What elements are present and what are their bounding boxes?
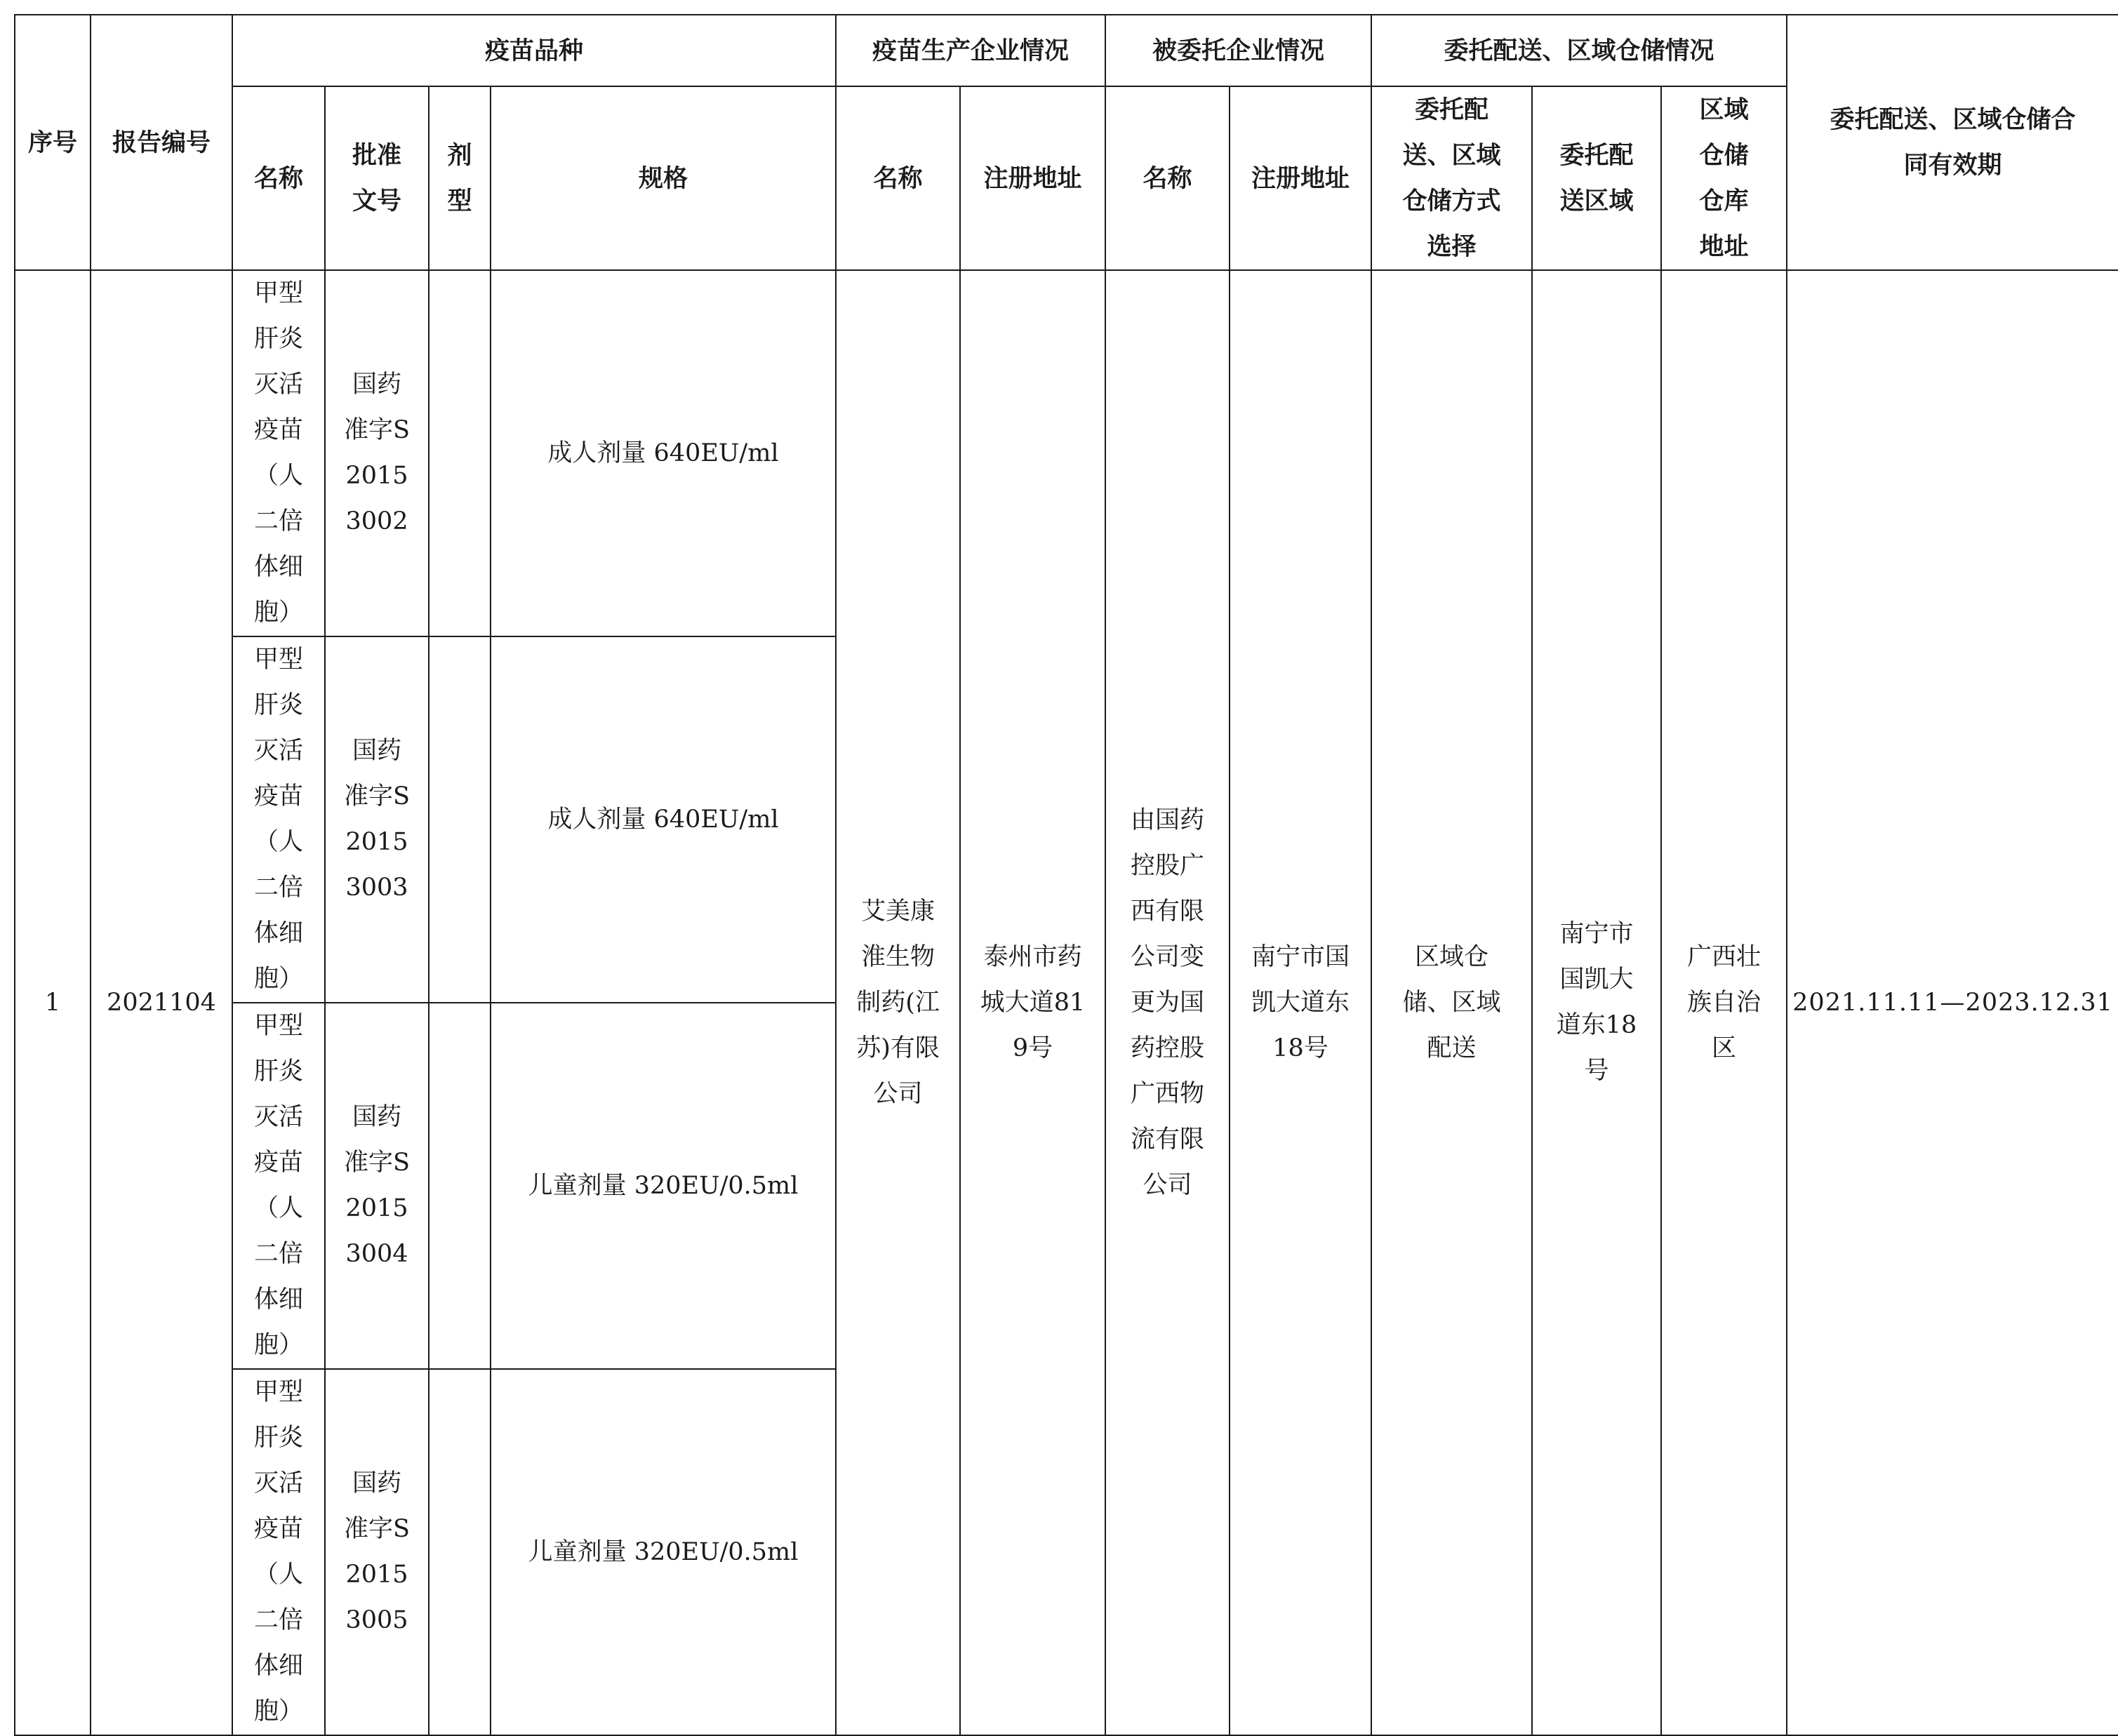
cell-warehouse-address: 广西壮族自治区 xyxy=(1661,270,1787,1735)
cell-seq: 1 xyxy=(15,270,91,1735)
vaccine-distribution-table xyxy=(14,14,2118,1736)
cell-dosage-form xyxy=(429,270,491,636)
cell-spec: 儿童剂量 320EU/0.5ml xyxy=(491,1369,836,1735)
cell-vaccine-name: 甲型肝炎灭活疫苗（人二倍体细胞） xyxy=(232,270,325,636)
header-approval-no: 批准文号 xyxy=(325,86,429,270)
cell-dosage-form xyxy=(429,1369,491,1735)
cell-vaccine-name: 甲型肝炎灭活疫苗（人二倍体细胞） xyxy=(232,636,325,1003)
cell-manufacturer-name: 艾美康淮生物制药(江苏)有限公司 xyxy=(836,270,960,1735)
header-vaccine-variety: 疫苗品种 xyxy=(232,15,836,86)
header-warehouse-address: 区域仓储仓库地址 xyxy=(1661,86,1787,270)
cell-report-no: 2021104 xyxy=(91,270,232,1735)
cell-approval-no: 国药准字S20153002 xyxy=(325,270,429,636)
header-seq: 序号 xyxy=(15,15,91,270)
cell-spec: 儿童剂量 320EU/0.5ml xyxy=(491,1003,836,1369)
cell-vaccine-name: 甲型肝炎灭活疫苗（人二倍体细胞） xyxy=(232,1369,325,1735)
header-manufacturer: 疫苗生产企业情况 xyxy=(836,15,1105,86)
cell-region: 南宁市国凯大道东18号 xyxy=(1532,270,1661,1735)
header-entrusted-company: 被委托企业情况 xyxy=(1105,15,1371,86)
cell-spec: 成人剂量 640EU/ml xyxy=(491,636,836,1003)
cell-spec: 成人剂量 640EU/ml xyxy=(491,270,836,636)
header-entrusted-address: 注册地址 xyxy=(1230,86,1371,270)
header-dosage-form: 剂型 xyxy=(429,86,491,270)
header-distribution-storage: 委托配送、区域仓储情况 xyxy=(1371,15,1787,86)
header-spec: 规格 xyxy=(491,86,836,270)
cell-entrusted-address: 南宁市国凯大道东18号 xyxy=(1230,270,1371,1735)
header-method: 委托配送、区域仓储方式选择 xyxy=(1371,86,1532,270)
cell-manufacturer-address: 泰州市药城大道819号 xyxy=(960,270,1105,1735)
cell-approval-no: 国药准字S20153004 xyxy=(325,1003,429,1369)
header-report-no: 报告编号 xyxy=(91,15,232,270)
cell-vaccine-name: 甲型肝炎灭活疫苗（人二倍体细胞） xyxy=(232,1003,325,1369)
cell-method: 区域仓储、区域配送 xyxy=(1371,270,1532,1735)
header-row-1 xyxy=(15,15,2118,86)
cell-dosage-form xyxy=(429,1003,491,1369)
header-entrusted-name: 名称 xyxy=(1105,86,1230,270)
header-contract-period: 委托配送、区域仓储合同有效期 xyxy=(1787,15,2118,270)
header-region: 委托配送区域 xyxy=(1532,86,1661,270)
table-row xyxy=(15,270,2118,636)
cell-entrusted-name: 由国药控股广西有限公司变更为国药控股广西物流有限公司 xyxy=(1105,270,1230,1735)
cell-approval-no: 国药准字S20153005 xyxy=(325,1369,429,1735)
header-manufacturer-name: 名称 xyxy=(836,86,960,270)
header-manufacturer-address: 注册地址 xyxy=(960,86,1105,270)
header-vaccine-name: 名称 xyxy=(232,86,325,270)
cell-contract-period: 2021.11.11—2023.12.31 xyxy=(1787,270,2118,1735)
cell-dosage-form xyxy=(429,636,491,1003)
cell-approval-no: 国药准字S20153003 xyxy=(325,636,429,1003)
